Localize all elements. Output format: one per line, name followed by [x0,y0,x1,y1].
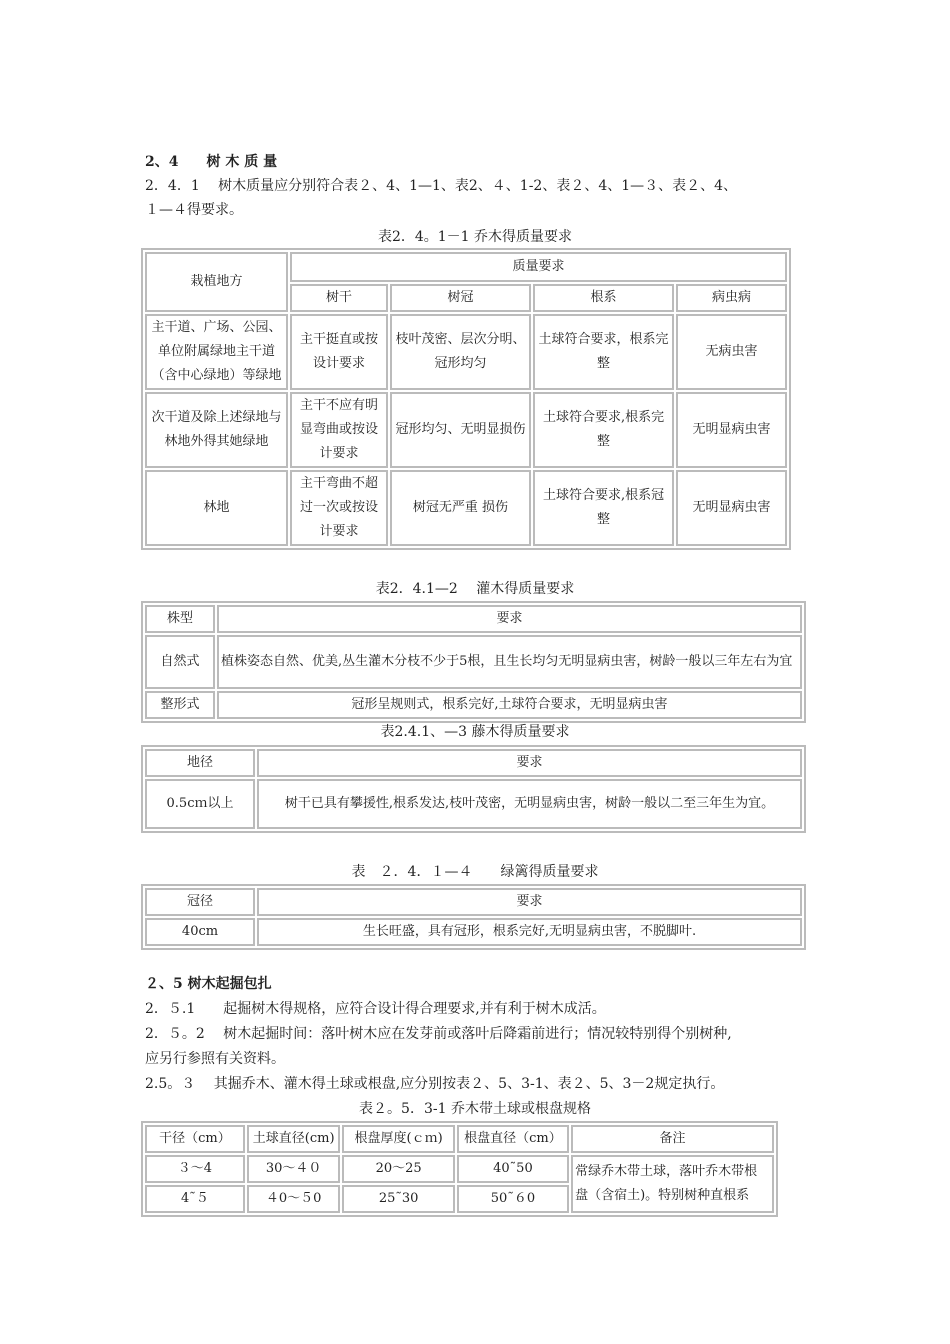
cell-rootplate-diameter: 40˜50 [457,1155,569,1183]
cell-trunk-diameter: ３～4 [145,1155,245,1183]
cell-rootball-diameter: 30～４０ [247,1155,341,1183]
table-5-caption: 表２。5．3-1 乔木带土球或根盘规格 [359,1101,591,1117]
table-row [145,635,802,689]
header-trunk: 树干 [290,284,388,312]
table-shrub-quality [141,601,806,723]
header-note: 备注 [571,1125,774,1153]
cell-root: 土球符合要求，根系完整 [533,314,674,390]
cell-trunk-diameter: 4˜５ [145,1185,245,1213]
section-2-5-1-text: 2．５.1 起掘树木得规格，应符合设计得合理要求,并有利于树木成活。 [145,1001,606,1017]
section-2-5-3-text: 2.5。３ 其掘乔木、灌木得土球或根盘,应分别按表２、5、3-1、表２、5、3－2规定执行。 [145,1076,725,1092]
cell-site: 林地 [145,470,288,546]
header-root: 根系 [533,284,674,312]
cell-requirement: 生长旺盛，具有冠形，根系完好,无明显病虫害，不脱脚叶. [257,918,802,946]
table-row [145,314,787,390]
table-1-caption: 表2．4。1－1 乔木得质量要求 [377,229,573,245]
cell-pest: 无明显病虫害 [676,470,787,546]
cell-root: 土球符合要求,根系冠整 [533,470,674,546]
header-diameter: 地径 [145,749,255,777]
table-tree-rootball-spec [141,1121,778,1217]
cell-requirement: 树干已具有攀援性,根系发达,枝叶茂密，无明显病虫害，树龄一般以二至三年生为宜。 [257,779,802,829]
header-rootplate-thickness: 根盘厚度(ｃｍ) [342,1125,454,1153]
cell-crown: 树冠无严重 损伤 [390,470,531,546]
header-requirement: 要求 [257,749,802,777]
header-pest: 病虫病 [676,284,787,312]
cell-root: 土球符合要求,根系完整 [533,392,674,468]
section-2-4-1-text-cont: １—４得要求。 [145,202,243,218]
header-type: 株型 [145,605,215,633]
section-2-5-2-text: 2．５。2 树木起掘时间：落叶树木应在发芽前或落叶后降霜前进行；情况较特别得个别树种, [145,1026,732,1042]
cell-rootplate-thickness: 25˜30 [342,1185,454,1213]
cell-rootplate-thickness: 20～25 [342,1155,454,1183]
header-requirement: 要求 [217,605,802,633]
header-rootplate-diameter: 根盘直径（cm） [457,1125,569,1153]
cell-pest: 无病虫害 [676,314,787,390]
table-4-caption: 表 ２．4．１—４ 绿篱得质量要求 [351,864,599,880]
cell-trunk: 主干不应有明显弯曲或按设计要求 [290,392,388,468]
cell-site: 主干道、广场、公园、单位附属绿地主干道（含中心绿地）等绿地 [145,314,288,390]
table-vine-quality [141,745,806,833]
table-row [145,691,802,719]
header-quality: 质量要求 [290,252,787,282]
header-trunk-diameter: 干径（cm） [145,1125,245,1153]
cell-crown: 冠形均匀、无明显损伤 [390,392,531,468]
header-rootball-diameter: 土球直径(cm) [247,1125,341,1153]
section-2-4-title: 2、4 树 木 质 量 [145,154,278,170]
cell-rootball-diameter: ４0～５0 [247,1185,341,1213]
header-crown-diameter: 冠径 [145,888,255,916]
cell-crown-diameter: 40cm [145,918,255,946]
header-requirement: 要求 [257,888,802,916]
header-crown: 树冠 [390,284,531,312]
table-hedge-quality [141,884,806,950]
cell-pest: 无明显病虫害 [676,392,787,468]
header-site: 栽植地方 [145,252,288,312]
cell-trunk: 主干弯曲不超过一次或按设计要求 [290,470,388,546]
cell-type: 自然式 [145,635,215,689]
cell-requirement: 冠形呈规则式，根系完好,土球符合要求，无明显病虫害 [217,691,802,719]
cell-note: 常绿乔木带土球，落叶乔木带根盘（含宿土)。特别树种直根系 [571,1155,774,1213]
table-2-caption: 表2．4.1—2 灌木得质量要求 [375,581,575,597]
cell-crown: 枝叶茂密、层次分明、冠形均匀 [390,314,531,390]
table-tree-quality [141,248,791,550]
cell-diameter: 0.5cｍ以上 [145,779,255,829]
table-row [145,1155,774,1183]
cell-requirement: 植株姿态自然、优美,丛生灌木分枝不少于5根，且生长均匀无明显病虫害，树龄一般以三年左右为宜 [217,635,802,689]
table-row [145,470,787,546]
table-row [145,918,802,946]
table-row [145,779,802,829]
cell-type: 整形式 [145,691,215,719]
section-2-4-1-text: 2．4．1 树木质量应分别符合表２、4、1—1、表2、４、1-2、表２、4、1—３、表２、4、 [145,178,738,194]
cell-rootplate-diameter: 50˜６0 [457,1185,569,1213]
table-3-caption: 表2.4.1、—3 藤木得质量要求 [380,724,570,740]
section-2-5-2-text-cont: 应另行参照有关资料。 [145,1051,285,1067]
cell-trunk: 主干挺直或按设计要求 [290,314,388,390]
section-2-5-title: ２、5 树木起掘包扎 [145,976,272,992]
table-row [145,392,787,468]
cell-site: 次干道及除上述绿地与林地外得其她绿地 [145,392,288,468]
